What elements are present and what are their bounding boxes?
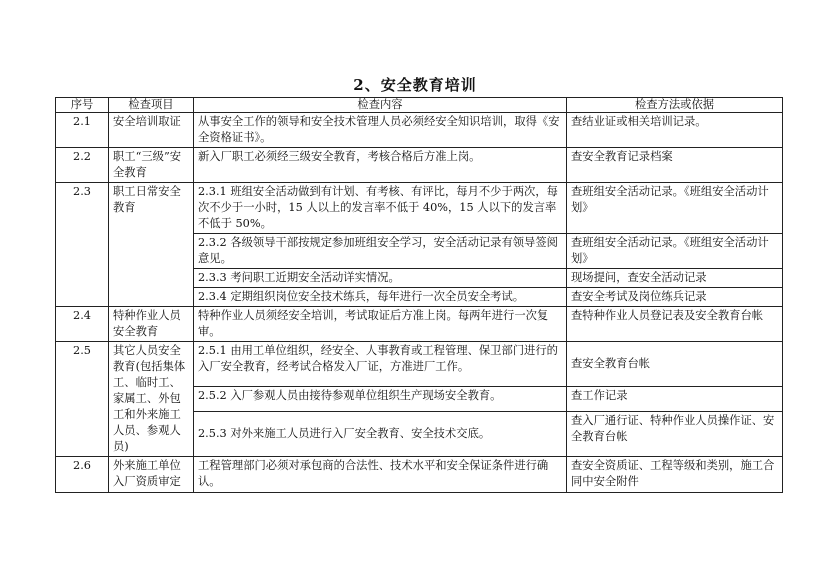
check-content: 2.3.1 班组安全活动做到有计划、有考核、有评比，每月不少于两次，每次不少于一小时，15 人以上的发言率不低于 40%，15 人以下的发言率不低于 50%。 bbox=[194, 183, 567, 234]
check-method: 查班组安全活动记录。《班组安全活动计划》 bbox=[567, 183, 783, 234]
check-method: 查安全资质证、工程等级和类别，施工合同中安全附件 bbox=[567, 457, 783, 493]
check-item: 职工日常安全教育 bbox=[109, 183, 194, 307]
check-item: 其它人员安全教育(包括集体工、临时工、家属工、外包工和外来施工人员、参观人员) bbox=[109, 342, 194, 457]
check-content: 2.3.3 考问职工近期安全活动详实情况。 bbox=[194, 269, 567, 288]
check-method: 查安全教育记录档案 bbox=[567, 148, 783, 183]
table-row bbox=[56, 457, 783, 493]
check-content: 2.3.4 定期组织岗位安全技术练兵，每年进行一次全员安全考试。 bbox=[194, 288, 567, 307]
table-row bbox=[56, 183, 783, 234]
table-row bbox=[56, 113, 783, 148]
row-number: 2.2 bbox=[56, 148, 109, 183]
check-content: 新入厂职工必须经三级安全教育，考核合格后方准上岗。 bbox=[194, 148, 567, 183]
check-method: 查结业证或相关培训记录。 bbox=[567, 113, 783, 148]
check-content: 特种作业人员须经安全培训，考试取证后方准上岗。每两年进行一次复审。 bbox=[194, 307, 567, 342]
check-content: 工程管理部门必须对承包商的合法性、技术水平和安全保证条件进行确认。 bbox=[194, 457, 567, 493]
safety-training-table bbox=[55, 97, 783, 493]
header-no: 序号 bbox=[56, 98, 109, 113]
check-content: 2.5.3 对外来施工人员进行入厂安全教育、安全技术交底。 bbox=[194, 411, 567, 456]
check-item: 安全培训取证 bbox=[109, 113, 194, 148]
section-title: 2、安全教育培训 bbox=[353, 76, 477, 94]
row-number: 2.1 bbox=[56, 113, 109, 148]
header-method: 检查方法或依据 bbox=[567, 98, 783, 113]
check-item: 职工“三级”安全教育 bbox=[109, 148, 194, 183]
check-content: 从事安全工作的领导和安全技术管理人员必须经安全知识培训，取得《安全资格证书》。 bbox=[194, 113, 567, 148]
check-content: 2.3.2 各级领导干部按规定参加班组安全学习，安全活动记录有领导签阅意见。 bbox=[194, 234, 567, 269]
check-item: 外来施工单位入厂资质审定 bbox=[109, 457, 194, 493]
check-method: 查特种作业人员登记表及安全教育台帐 bbox=[567, 307, 783, 342]
check-content: 2.5.2 入厂参观人员由接待参观单位组织生产现场安全教育。 bbox=[194, 387, 567, 412]
check-content: 2.5.1 由用工单位组织，经安全、人事教育或工程管理、保卫部门进行的入厂安全教育，经考试合格发入厂证，方准进厂工作。 bbox=[194, 342, 567, 387]
header-item: 检查项目 bbox=[109, 98, 194, 113]
table-row bbox=[56, 148, 783, 183]
check-item: 特种作业人员安全教育 bbox=[109, 307, 194, 342]
check-method: 查入厂通行证、特种作业人员操作证、安全教育台帐 bbox=[567, 411, 783, 456]
row-number: 2.6 bbox=[56, 457, 109, 493]
check-method: 查班组安全活动记录。《班组安全活动计划》 bbox=[567, 234, 783, 269]
check-method: 查安全教育台帐 bbox=[567, 342, 783, 387]
row-number: 2.4 bbox=[56, 307, 109, 342]
check-method: 现场提问，查安全活动记录 bbox=[567, 269, 783, 288]
check-method: 查安全考试及岗位练兵记录 bbox=[567, 288, 783, 307]
table-row bbox=[56, 342, 783, 387]
row-number: 2.5 bbox=[56, 342, 109, 457]
row-number: 2.3 bbox=[56, 183, 109, 307]
check-method: 查工作记录 bbox=[567, 387, 783, 412]
table-header-row bbox=[56, 98, 783, 113]
header-content: 检查内容 bbox=[194, 98, 567, 113]
table-row bbox=[56, 307, 783, 342]
